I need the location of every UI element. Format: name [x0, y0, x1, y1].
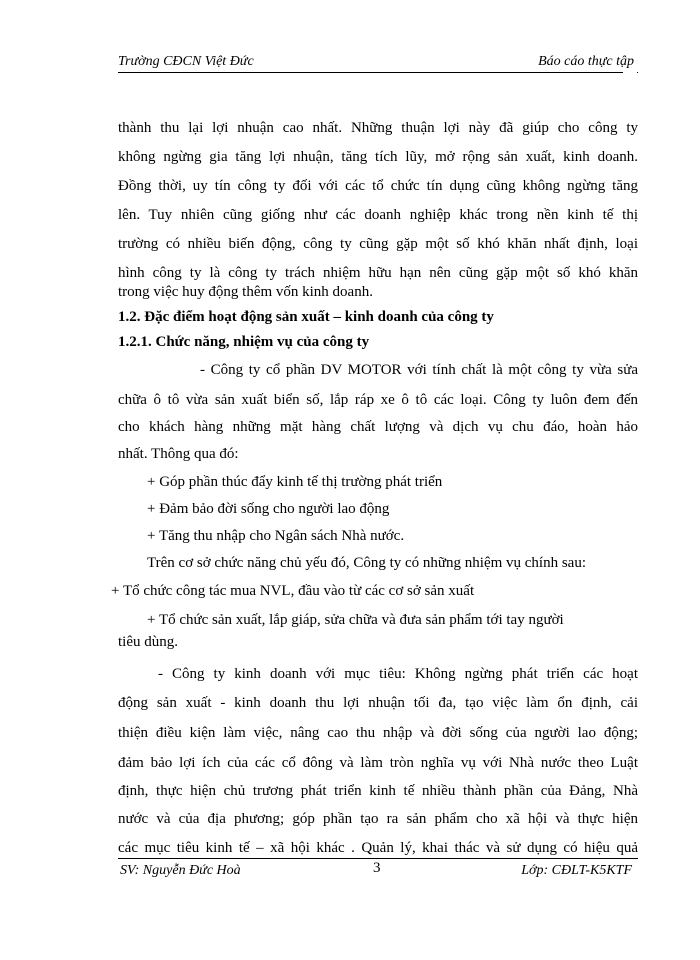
header-report-title: Báo cáo thực tập — [538, 54, 634, 69]
list-item: + Đảm bảo đời sống cho người lao động — [147, 501, 390, 517]
body-line: hình công ty là công ty trách nhiệm hữu hạn nên cũng gặp một số khó khăn — [118, 265, 638, 281]
body-line: - Công ty cổ phần DV MOTOR với tính chất là một công ty vừa sửa — [200, 362, 638, 378]
body-line: nhất. Thông qua đó: — [118, 446, 239, 462]
body-line: các mục tiêu kinh tế – xã hội khác . Quản lý, khai thác và sử dụng có hiệu quả — [118, 840, 638, 856]
page-number: 3 — [373, 860, 381, 876]
body-line: trong việc huy động thêm vốn kinh doanh. — [118, 284, 373, 300]
body-line: định, thực hiện chủ trương phát triển kinh tế nhiều thành phần của Đảng, Nhà — [118, 783, 638, 799]
header-school: Trường CĐCN Việt Đức — [118, 54, 254, 69]
page-header — [118, 52, 638, 73]
list-item: + Tăng thu nhập cho Ngân sách Nhà nước. — [147, 528, 405, 544]
body-line: cho khách hàng những mặt hàng chất lượng và dịch vụ chu đáo, hoàn hảo — [118, 419, 638, 435]
body-line: chữa ô tô vừa sản xuất biển số, lắp ráp xe ô tô các loại. Công ty luôn đem đến — [118, 392, 638, 408]
body-line: nước và của địa phương; góp phần tạo ra sản phẩm cho xã hội và thực hiện — [118, 811, 638, 827]
page-footer — [118, 858, 638, 881]
section-heading-1-2: 1.2. Đặc điểm hoạt động sản xuất – kinh doanh của công ty — [118, 309, 494, 325]
body-line: thành thu lại lợi nhuận cao nhất. Những thuận lợi này đã giúp cho công ty — [118, 120, 638, 136]
body-line: động sản xuất - kinh doanh thu lợi nhuận tối đa, tạo việc làm ổn định, cải — [118, 695, 638, 711]
section-heading-1-2-1: 1.2.1. Chức năng, nhiệm vụ của công ty — [118, 334, 370, 350]
body-line: Đồng thời, uy tín công ty đối với các tổ chức tín dụng cũng không ngừng tăng — [118, 178, 638, 194]
list-item: + Góp phần thúc đẩy kinh tế thị trường phát triển — [147, 474, 443, 490]
footer-student-name: SV: Nguyễn Đức Hoà — [120, 863, 241, 878]
list-item: + Tổ chức sản xuất, lắp giáp, sửa chữa và đưa sản phẩm tới tay người — [147, 612, 564, 628]
body-line: lên. Tuy nhiên cũng giống như các doanh nghiệp khác trong nền kinh tế thị — [118, 207, 638, 223]
body-line: Trên cơ sở chức năng chủ yếu đó, Công ty có những nhiệm vụ chính sau: — [147, 555, 587, 571]
body-line: - Công ty kinh doanh với mục tiêu: Không ngừng phát triển các hoạt — [158, 666, 638, 682]
footer-class: Lớp: CĐLT-K5KTF — [521, 863, 632, 878]
body-line: thiện điều kiện làm việc, nâng cao thu nhập và đời sống của người lao động; — [118, 725, 638, 741]
body-line: đảm bảo lợi ích của các cổ đông và làm tròn nghĩa vụ với Nhà nước theo Luật — [118, 755, 638, 771]
body-line: trường có nhiều biến động, công ty cũng gặp một số khó khăn nhất định, loại — [118, 236, 638, 252]
body-line: tiêu dùng. — [118, 634, 178, 650]
body-line: không ngừng gia tăng lợi nhuận, tăng tích lũy, mở rộng sản xuất, kinh doanh. — [118, 149, 638, 165]
list-item: + Tổ chức công tác mua NVL, đầu vào từ các cơ sở sản xuất — [111, 583, 475, 599]
